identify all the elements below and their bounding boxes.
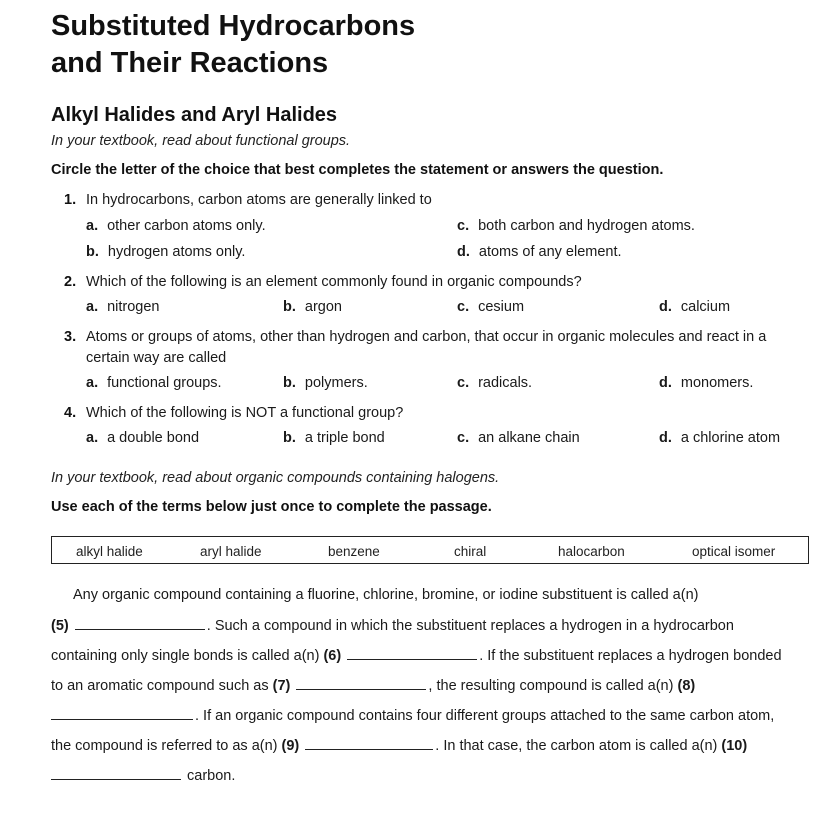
term-aryl-halide: aryl halide xyxy=(200,544,262,559)
term-chiral: chiral xyxy=(454,544,487,559)
option-text: argon xyxy=(304,299,342,315)
question-1-option-c[interactable] xyxy=(457,218,695,234)
passage-text: , the resulting compound is called a(n) xyxy=(428,678,674,694)
question-3-text-line-1: Atoms or groups of atoms, other than hydrogen and carbon, that occur in organic molecules and react in a xyxy=(86,329,767,345)
question-2-text: Which of the following is an element commonly found in organic compounds? xyxy=(86,274,582,290)
option-letter: b. xyxy=(283,375,296,391)
passage-line-5 xyxy=(51,707,774,724)
option-letter: d. xyxy=(659,299,672,315)
question-2-option-a[interactable] xyxy=(86,299,160,315)
passage-line-2 xyxy=(51,617,734,634)
option-letter: b. xyxy=(86,244,99,260)
blank-9[interactable] xyxy=(305,737,433,750)
option-letter: a. xyxy=(86,375,99,391)
option-text: an alkane chain xyxy=(478,430,580,446)
question-4-text: Which of the following is NOT a functional group? xyxy=(86,405,404,421)
question-3-option-a[interactable] xyxy=(86,375,222,391)
option-text: calcium xyxy=(680,299,731,315)
term-benzene: benzene xyxy=(328,544,380,559)
option-letter: d. xyxy=(659,375,672,391)
option-letter: b. xyxy=(283,299,296,315)
option-letter: c. xyxy=(457,218,470,234)
term-halocarbon: halocarbon xyxy=(558,544,625,559)
blank-7-number: (7) xyxy=(272,678,291,694)
section-heading: Alkyl Halides and Aryl Halides xyxy=(51,104,338,126)
question-1-option-a[interactable] xyxy=(86,218,266,234)
option-letter: c. xyxy=(457,299,470,315)
question-2-option-b[interactable] xyxy=(283,299,342,315)
instruction-use-terms: Use each of the terms below just once to complete the passage. xyxy=(51,499,492,515)
option-text: a double bond xyxy=(107,430,200,446)
option-text: monomers. xyxy=(680,375,754,391)
option-text: cesium xyxy=(478,299,525,315)
question-3-option-d[interactable] xyxy=(659,375,753,391)
option-letter: b. xyxy=(283,430,296,446)
question-3-option-c[interactable] xyxy=(457,375,532,391)
passage-text: containing only single bonds is called a(n) xyxy=(51,648,320,664)
option-letter: c. xyxy=(457,375,470,391)
option-text: polymers. xyxy=(304,375,368,391)
option-letter: c. xyxy=(457,430,470,446)
question-1-text: In hydrocarbons, carbon atoms are generally linked to xyxy=(86,192,432,208)
passage-text: carbon. xyxy=(187,768,236,784)
passage-line-6 xyxy=(51,737,747,754)
blank-5-number: (5) xyxy=(51,618,69,634)
passage-text: . In that case, the carbon atom is called a(n) xyxy=(435,738,718,754)
title-line-2: and Their Reactions xyxy=(51,47,329,79)
passage-text: . If an organic compound contains four different groups attached to the same carbon atom, xyxy=(195,708,775,724)
blank-5[interactable] xyxy=(75,617,205,630)
question-4-number: 4. xyxy=(64,405,77,421)
question-4-option-b[interactable] xyxy=(283,430,385,446)
passage-line-3 xyxy=(51,647,782,664)
question-4-option-c[interactable] xyxy=(457,430,580,446)
question-3-text-line-2: certain way are called xyxy=(86,350,227,366)
option-text: nitrogen xyxy=(107,299,160,315)
passage-text: . If the substituent replaces a hydrogen bonded xyxy=(479,648,782,664)
blank-10-number: (10) xyxy=(721,738,748,754)
option-text: radicals. xyxy=(478,375,533,391)
instruction-circle-letter: Circle the letter of the choice that best completes the statement or answers the question. xyxy=(51,162,664,178)
question-2-number: 2. xyxy=(64,274,77,290)
passage-text: . Such a compound in which the substituent replaces a hydrogen in a hydrocarbon xyxy=(206,618,734,634)
passage-text: the compound is referred to as a(n) xyxy=(51,738,278,754)
blank-7[interactable] xyxy=(296,677,426,690)
option-letter: d. xyxy=(457,244,470,260)
option-text: both carbon and hydrogen atoms. xyxy=(478,218,695,234)
option-text: hydrogen atoms only. xyxy=(107,244,246,260)
title-line-1: Substituted Hydrocarbons xyxy=(51,10,416,42)
question-4-option-a[interactable] xyxy=(86,430,199,446)
option-text: atoms of any element. xyxy=(478,244,622,260)
question-3-option-b[interactable] xyxy=(283,375,368,391)
term-alkyl-halide: alkyl halide xyxy=(76,544,143,559)
read-note-halogens: In your textbook, read about organic compounds containing halogens. xyxy=(51,470,500,486)
read-note-functional-groups: In your textbook, read about functional groups. xyxy=(51,133,351,149)
question-1-option-d[interactable] xyxy=(457,244,622,260)
option-letter: a. xyxy=(86,430,99,446)
blank-6[interactable] xyxy=(347,647,477,660)
question-1-option-b[interactable] xyxy=(86,244,245,260)
term-bank xyxy=(51,536,809,564)
question-2-option-d[interactable] xyxy=(659,299,730,315)
term-optical-isomer: optical isomer xyxy=(692,544,776,559)
option-letter: a. xyxy=(86,218,99,234)
option-text: other carbon atoms only. xyxy=(107,218,266,234)
question-1-number: 1. xyxy=(64,192,77,208)
blank-9-number: (9) xyxy=(281,738,300,754)
option-text: a chlorine atom xyxy=(680,430,781,446)
option-text: a triple bond xyxy=(304,430,385,446)
passage-line-4 xyxy=(51,677,695,694)
option-letter: a. xyxy=(86,299,99,315)
passage-text: to an aromatic compound such as xyxy=(51,678,269,694)
blank-8-number: (8) xyxy=(677,678,696,694)
page-title xyxy=(51,8,415,82)
passage-line-1: Any organic compound containing a fluorine, chlorine, bromine, or iodine substituent is called a(n) xyxy=(73,587,699,603)
question-4-option-d[interactable] xyxy=(659,430,780,446)
blank-6-number: (6) xyxy=(323,648,342,664)
blank-10[interactable] xyxy=(51,767,181,780)
option-letter: d. xyxy=(659,430,672,446)
option-text: functional groups. xyxy=(107,375,222,391)
question-3-number: 3. xyxy=(64,329,77,345)
passage-line-7 xyxy=(51,767,235,784)
question-2-option-c[interactable] xyxy=(457,299,524,315)
blank-8[interactable] xyxy=(51,707,193,720)
